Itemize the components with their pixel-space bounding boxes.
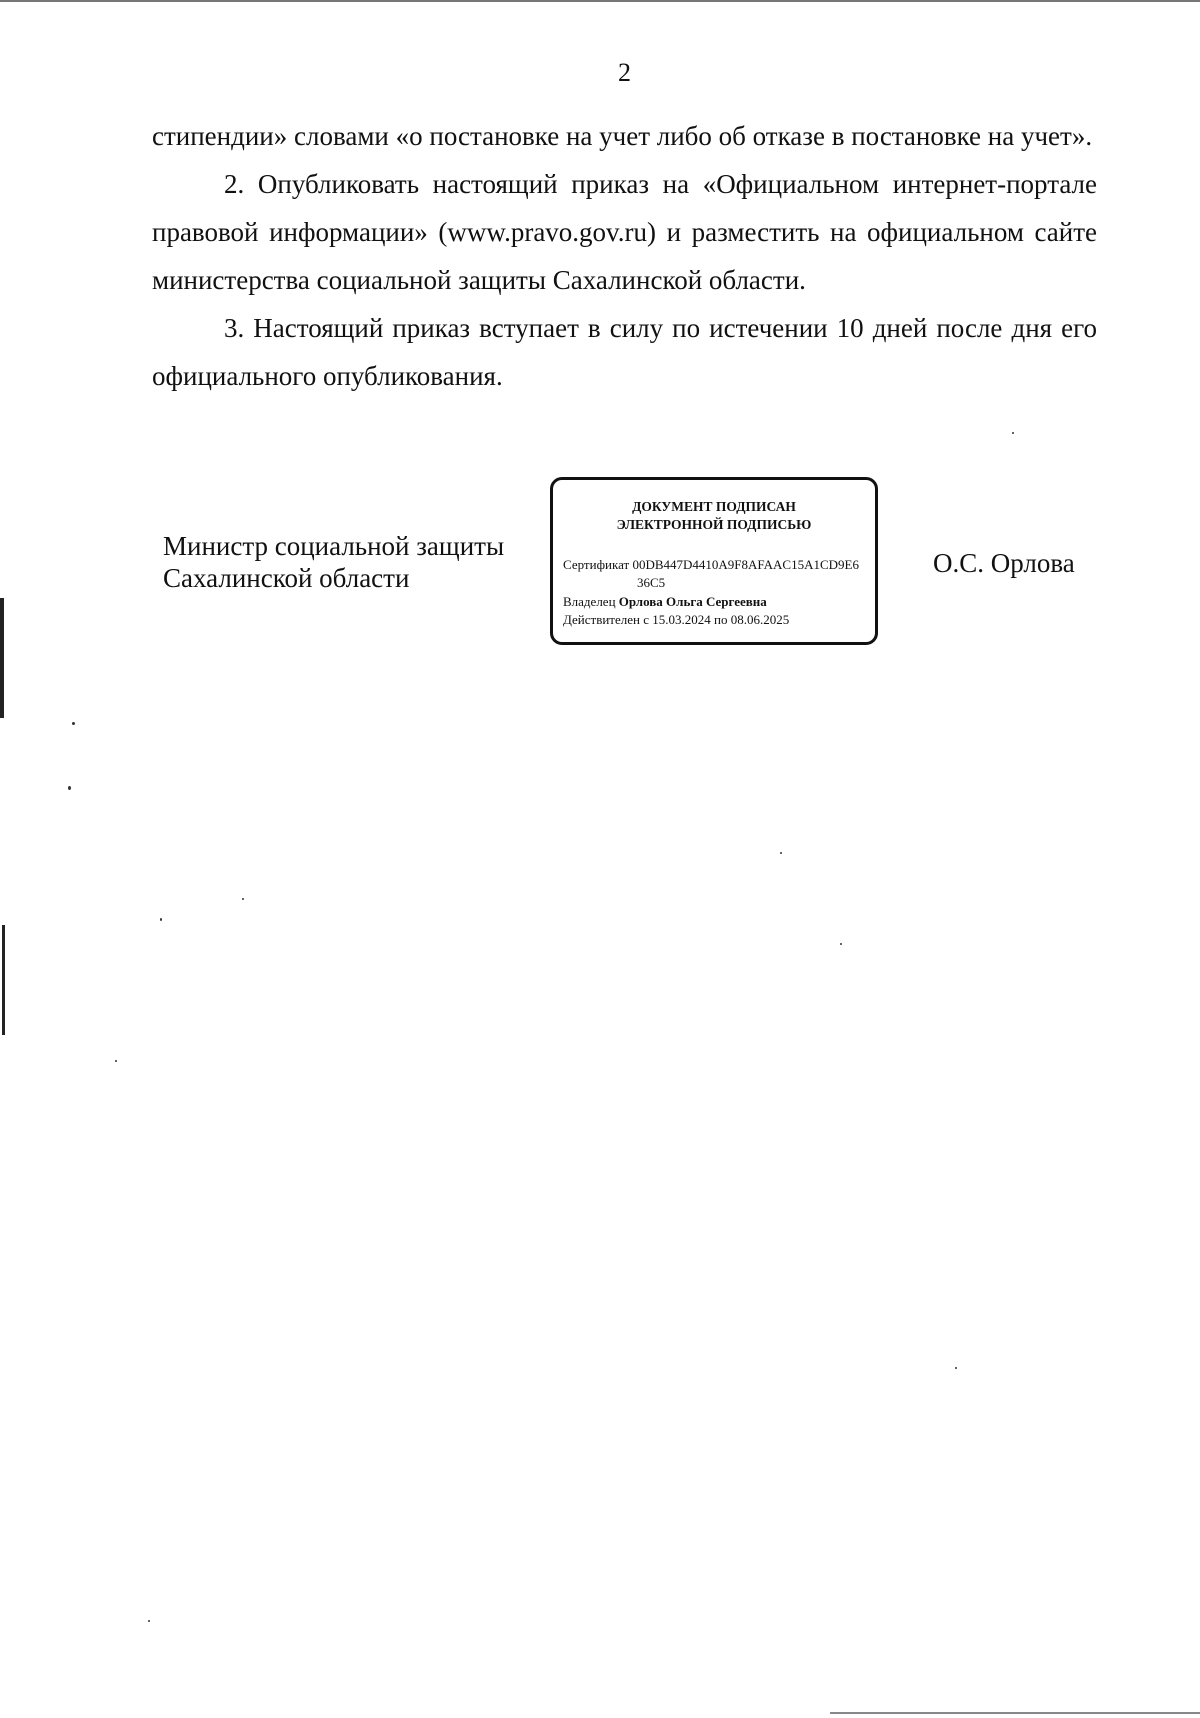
signatory-position-line-1: Министр социальной защиты [163,531,505,561]
signatory-position-line-2: Сахалинской области [163,563,410,593]
scan-speck [160,918,162,921]
scan-bottom-edge [830,1712,1200,1714]
stamp-certificate-value: 00DB447D4410A9F8AFAAC15A1CD9E6 [632,557,859,572]
stamp-heading [553,498,875,534]
paragraph-publish: 2. Опубликовать настоящий приказ на «Официальном интернет-портале правовой информации» (www.pravo.gov.ru) и разместить на официальном сайте министерства социальной защиты Сахалинской области. [152,169,1097,295]
electronic-signature-stamp [550,477,878,645]
scan-speck [148,1620,150,1622]
scan-edge-mark [2,925,5,1035]
signer-name: О.С. Орлова [933,548,1075,578]
scan-edge-mark [0,598,4,718]
paragraph-effective-date: 3. Настоящий приказ вступает в силу по истечении 10 дней после дня его официального опубликования. [152,313,1097,391]
scan-speck [242,898,244,900]
stamp-validity-label: Действителен [563,612,640,627]
scan-speck [115,1060,117,1062]
stamp-heading-line-2: ЭЛЕКТРОННОЙ ПОДПИСЬЮ [616,517,812,532]
stamp-validity-value: с 15.03.2024 по 08.06.2025 [643,612,790,627]
paragraph-continuation: стипендии» словами «о постановке на учет либо об отказе в постановке на учет». [152,121,1093,151]
stamp-owner-value: Орлова Ольга Сергеевна [618,594,767,609]
page-number: 2 [618,58,631,87]
scan-speck [840,943,842,945]
stamp-certificate-row [563,556,865,573]
scan-speck [955,1367,957,1369]
stamp-certificate-value-continued: 36C5 [637,575,666,590]
stamp-owner-label: Владелец [563,594,616,609]
scan-speck [780,852,782,854]
scan-speck [72,722,75,725]
scan-top-edge [0,0,1200,2]
stamp-validity-row [563,611,865,628]
stamp-owner-row [563,593,865,610]
signatory-position [163,530,504,594]
scan-speck [68,786,71,790]
stamp-heading-line-1: ДОКУМЕНТ ПОДПИСАН [632,499,796,514]
scan-speck [1012,432,1014,434]
body-text [152,112,1097,400]
stamp-certificate-label: Сертификат [563,557,630,572]
